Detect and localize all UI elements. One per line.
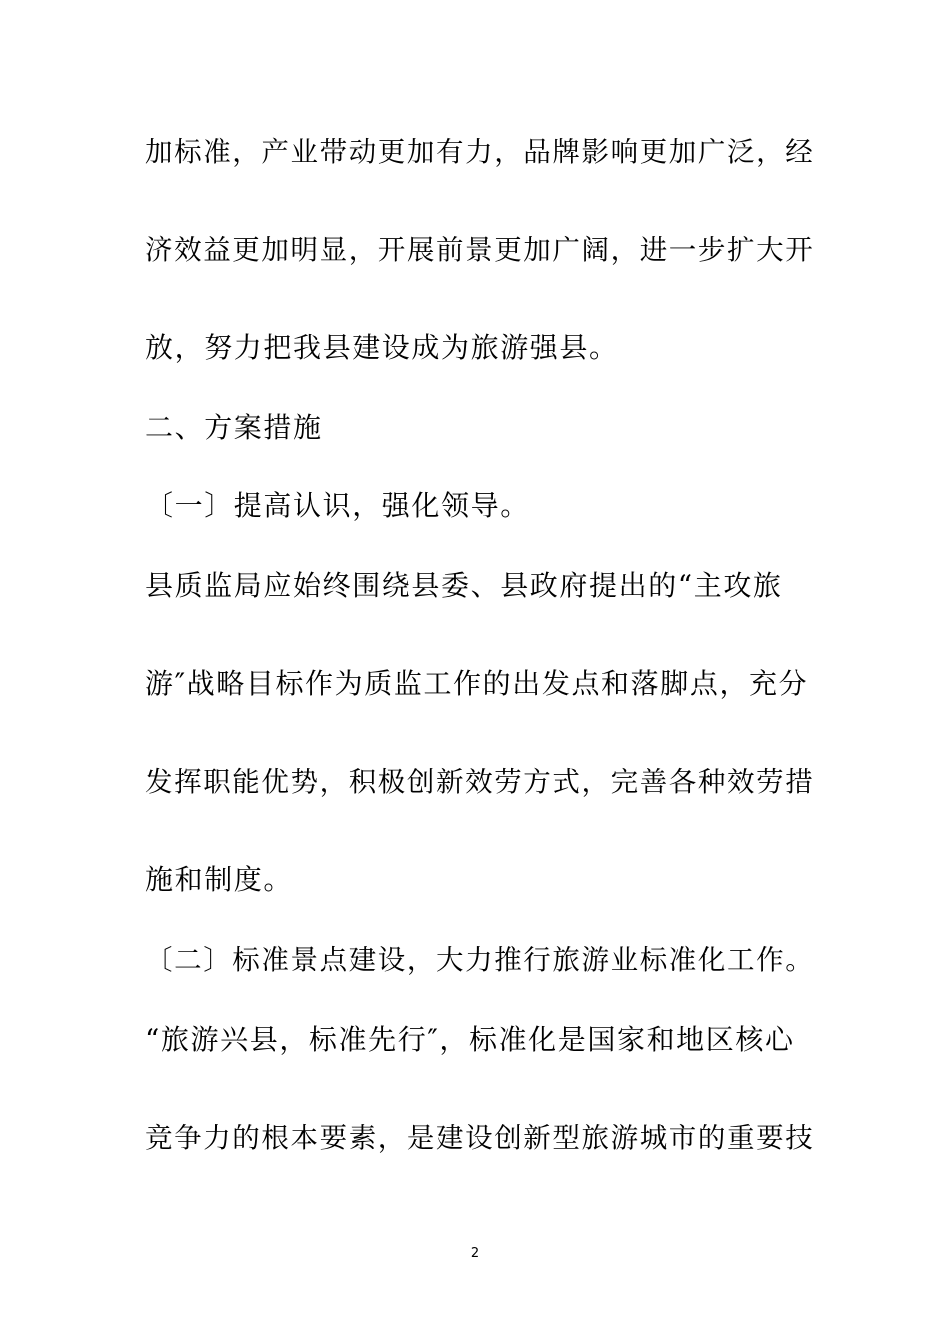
body-text-line: 施和制度。 bbox=[145, 863, 294, 896]
section-heading: 二、方案措施 bbox=[145, 411, 323, 444]
body-text-line: 竞争力的根本要素，是建设创新型旅游城市的重要技 bbox=[145, 1122, 815, 1154]
subsection-heading: 〔二〕标准景点建设，大力推行旅游业标准化工作。 bbox=[145, 944, 815, 976]
body-text-line: 加标准，产业带动更加有力，品牌影响更加广泛，经 bbox=[145, 136, 815, 168]
body-text-line: 游″战略目标作为质监工作的出发点和落脚点，充分 bbox=[145, 667, 809, 700]
body-text-line: 发挥职能优势，积极创新效劳方式，完善各种效劳措 bbox=[145, 766, 815, 798]
body-text-line: 县质监局应始终围绕县委、县政府提出的“主攻旅 bbox=[145, 569, 783, 602]
subsection-heading: 〔一〕提高认识，强化领导。 bbox=[145, 489, 530, 522]
page-number: 2 bbox=[470, 1246, 480, 1261]
body-text-line: 济效益更加明显，开展前景更加广阔，进一步扩大开 bbox=[145, 234, 815, 266]
body-text-line: “旅游兴县，标准先行″，标准化是国家和地区核心 bbox=[145, 1023, 795, 1056]
body-text-line: 放，努力把我县建设成为旅游强县。 bbox=[145, 331, 619, 364]
